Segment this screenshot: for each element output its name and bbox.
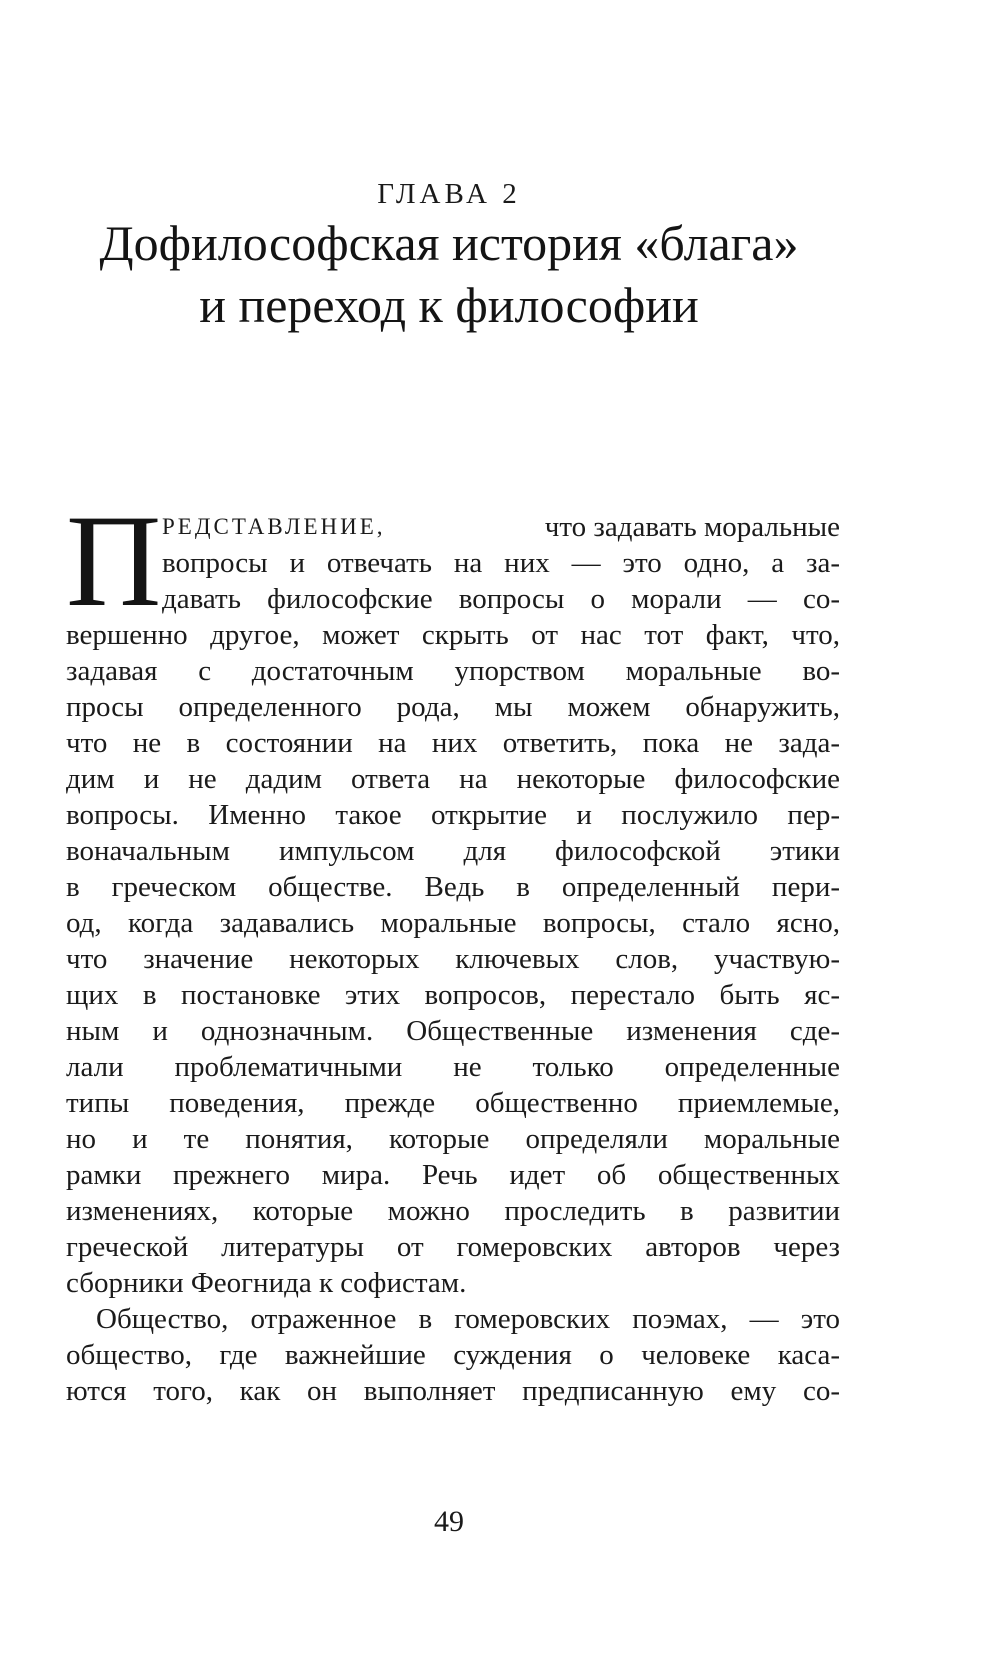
paragraph-1-line-4: вершенно другое, может скрыть от нас тот факт, что, (66, 619, 840, 651)
paragraph-1-line-22: сборники Феогнида к софистам. (66, 1267, 467, 1299)
paragraph-1-line-5: задавая с достаточным упорством моральные во- (66, 655, 840, 687)
paragraph-2-line-2: общество, где важнейшие суждения о человеке каса- (66, 1339, 840, 1371)
paragraph-1-line-1-rest: что задавать моральные (544, 511, 840, 543)
chapter-title-line-1: Дофилософская история «блага» (99, 215, 799, 271)
paragraph-1-line-12: од, когда задавались моральные вопросы, стало ясно, (66, 907, 840, 939)
paragraph-1-line-18: но и те понятия, которые определяли моральные (66, 1123, 840, 1155)
chapter-label: ГЛАВА 2 (377, 178, 521, 210)
paragraph-2-line-1: Общество, отраженное в гомеровских поэмах, — это (96, 1303, 840, 1335)
paragraph-1-line-2: вопросы и отвечать на них — это одно, а за- (162, 547, 840, 579)
paragraph-1-line-14: щих в постановке этих вопросов, перестало быть яс- (66, 979, 840, 1011)
paragraph-1-line-7: что не в состоянии на них ответить, пока не зада- (66, 727, 840, 759)
paragraph-1-line-10: воначальным импульсом для философской этики (66, 835, 840, 867)
paragraph-1-line-6: просы определенного рода, мы можем обнаружить, (66, 691, 840, 723)
paragraph-1-line-19: рамки прежнего мира. Речь идет об общественных (66, 1159, 840, 1191)
paragraph-1-line-21: греческой литературы от гомеровских авторов через (66, 1231, 840, 1263)
drop-cap: П (66, 487, 162, 634)
paragraph-1-line-17: типы поведения, прежде общественно приемлемые, (66, 1087, 840, 1119)
page-number: 49 (434, 1505, 464, 1538)
paragraph-1-line-8: дим и не дадим ответа на некоторые философские (66, 763, 840, 795)
paragraph-1-line-13: что значение некоторых ключевых слов, участвую- (66, 943, 840, 975)
body-text (66, 0, 840, 1500)
paragraph-1-line-20: изменениях, которые можно проследить в развитии (66, 1195, 840, 1227)
paragraph-2-line-3: ются того, как он выполняет предписанную ему со- (66, 1375, 840, 1407)
paragraph-1-line-11: в греческом обществе. Ведь в определенный пери- (66, 871, 840, 903)
paragraph-1-line-3: давать философские вопросы о морали — со- (162, 583, 840, 615)
paragraph-1-line-15: ным и однозначным. Общественные изменения сде- (66, 1015, 840, 1047)
paragraph-1-line-16: лали проблематичными не только определенные (66, 1051, 840, 1083)
paragraph-1-line-1 (162, 509, 840, 545)
paragraph-1-line-9: вопросы. Именно такое открытие и послужило пер- (66, 799, 840, 831)
chapter-title-line-2: и переход к философии (199, 277, 699, 333)
small-caps-lead-word: РЕДСТАВЛЕНИЕ, (162, 514, 386, 539)
